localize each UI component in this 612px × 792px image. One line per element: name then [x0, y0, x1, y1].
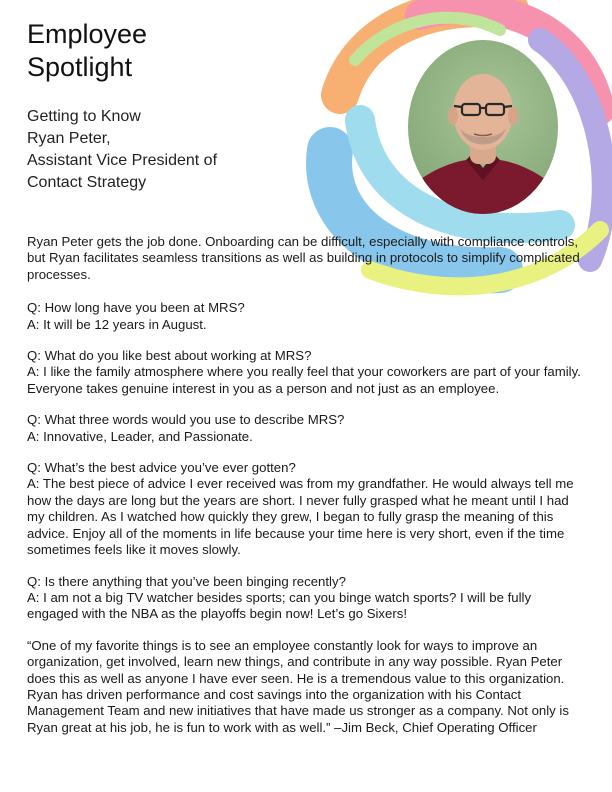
page-title [27, 18, 147, 84]
question: Q: Is there anything that you’ve been binging recently? [27, 573, 346, 589]
question: Q: What do you like best about working at MRS? [27, 348, 312, 364]
qa-item [27, 574, 585, 623]
subtitle-line: Assistant Vice President of [27, 152, 218, 169]
answer: A: I am not a big TV watcher besides sports; can you binge watch sports? I will be fully engaged with the NBA as the playoffs begin now! Let’s go Sixers! [27, 589, 532, 622]
answer: A: The best piece of advice I ever received was from my grandfather. He would always tell me how the days are long but the years are short. I never fully grasped what he meant until I had my children. As I watched how quickly they grew, I began to fully grasp the meaning of this advice. Enjoy all of the moments in life because your time here is very short, even if the time sometimes feels like it moves slowly. [27, 476, 574, 558]
intro-paragraph: Ryan Peter gets the job done. Onboarding can be difficult, especially with compliance controls, but Ryan facilitates seamless transitions as well as building in protocols to simplify complicated processes. [27, 234, 580, 282]
title-line-1: Employee [27, 19, 148, 49]
subtitle-line: Contact Strategy [27, 174, 147, 191]
question: Q: How long have you been at MRS? [27, 300, 245, 316]
qa-item [27, 348, 585, 397]
testimonial-quote: “One of my favorite things is to see an employee constantly look for ways to improve an organization, get involved, learn new things, and contribute in any way possible. Ryan Peter does this as well as anyone I have ever seen. He is a tremendous value to this organization. Ryan has driven performance and cost savings into the organization with his Contact Management Team and new initiatives that have made us stronger as a company. Not only is Ryan great at his job, he is fun to work with as well.” –Jim Beck, Chief Operating Officer [27, 637, 569, 735]
portrait-illustration [408, 40, 558, 214]
title-line-2: Spotlight [27, 52, 133, 82]
subtitle-line: Ryan Peter, [27, 130, 111, 147]
subtitle [27, 106, 217, 194]
qa-item [27, 300, 585, 333]
question: Q: What three words would you use to describe MRS? [27, 412, 345, 428]
answer: A: I like the family atmosphere where you really feel that your coworkers are part of your family. Everyone takes genuine interest in you as a person and not just as an employee. [27, 364, 581, 396]
employee-photo [408, 40, 558, 214]
question: Q: What’s the best advice you’ve ever gotten? [27, 460, 296, 476]
answer: A: It will be 12 years in August. [27, 316, 207, 332]
answer: A: Innovative, Leader, and Passionate. [27, 428, 253, 444]
right-ear [508, 107, 518, 125]
qa-item [27, 460, 585, 558]
qa-item [27, 412, 585, 445]
article-body [27, 234, 585, 736]
subtitle-line: Getting to Know [27, 108, 141, 125]
left-ear [448, 107, 458, 125]
